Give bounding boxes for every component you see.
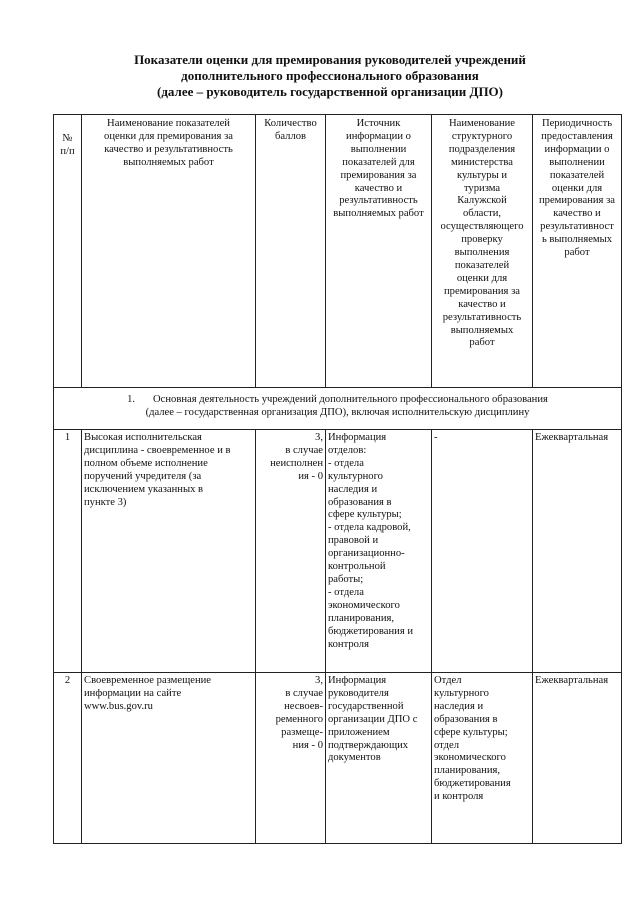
row-points: 3, в случае неисполнен ия - 0: [256, 430, 326, 673]
section-number: 1.: [127, 394, 136, 405]
row-unit: Отдел культурного наследия и образования в сфере культуры; отдел экономического планирования, бюджетирования и контроля: [432, 673, 533, 844]
title-line-2: дополнительного профессионального образования: [181, 68, 479, 83]
row-period: Ежеквартальная: [533, 430, 622, 673]
header-source: Источник информации о выполнении показателей для премирования за качество и результативность выполняемых работ: [326, 115, 432, 388]
row-period: Ежеквартальная: [533, 673, 622, 844]
title-line-3: (далее – руководитель государственной организации ДПО): [157, 84, 503, 99]
header-num: № п/п: [54, 115, 82, 388]
section-line-1: Основная деятельность учреждений дополнительного профессионального образования: [153, 394, 548, 405]
row-source: Информация отделов: - отдела культурного наследия и образования в сфере культуры; - отдела кадровой, правовой и организационно- контрольной работы; - отдела экономического планирования, бюджетирования и контроля: [326, 430, 432, 673]
row-num: 1: [54, 430, 82, 673]
header-name: Наименование показателей оценки для премирования за качество и результативность выполняемых работ: [82, 115, 256, 388]
row-num: 2: [54, 673, 82, 844]
row-unit: -: [432, 430, 533, 673]
table-header-row: [54, 115, 622, 388]
section-line-2: (далее – государственная организация ДПО), включая исполнительскую дисциплину: [145, 406, 530, 418]
section-heading: [54, 388, 622, 430]
indicators-table: [53, 114, 622, 844]
header-unit: Наименование структурного подразделения министерства культуры и туризма Калужской области, осуществляющего проверку выполнения показателей оценки для премирования за качество и результативность выполняемых работ: [432, 115, 533, 388]
row-source: Информация руководителя государственной организации ДПО с приложением подтверждающих документов: [326, 673, 432, 844]
document-title: [40, 52, 620, 100]
header-points: Количество баллов: [256, 115, 326, 388]
row-name: Высокая исполнительская дисциплина - своевременное и в полном объеме исполнение поручений учредителя (за исключением указанных в пункте 3): [82, 430, 256, 673]
header-period: Периодичность предоставления информации о выполнении показателей оценки для премирования за качество и результативност ь выполняемых работ: [533, 115, 622, 388]
table-row: [54, 673, 622, 844]
row-name: Своевременное размещение информации на сайте www.bus.gov.ru: [82, 673, 256, 844]
title-line-1: Показатели оценки для премирования руководителей учреждений: [134, 52, 526, 67]
row-points: 3, в случае несвоев- ременного размеще- ния - 0: [256, 673, 326, 844]
table-row: [54, 430, 622, 673]
section-row: [54, 388, 622, 430]
